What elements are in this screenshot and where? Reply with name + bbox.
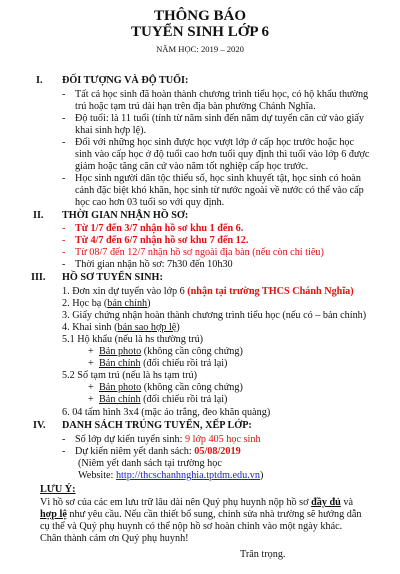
s1-line: trú hoặc tạm trú dài hạn trên địa bàn phường Chánh Nghĩa.	[75, 101, 316, 112]
website-line: Website: http://thcschanhnghia.tptdm.edu.vn)	[78, 470, 264, 481]
s1-line: khai sinh hợp lệ).	[75, 125, 147, 136]
plus-mark: +	[88, 358, 94, 369]
section-3-heading: HỒ SƠ TUYỂN SINH:	[62, 272, 163, 283]
section-1-heading: ĐỐI TƯỢNG VÀ ĐỘ TUỔI:	[62, 75, 189, 86]
note-line: hợp lệ như yêu cầu. Nếu cần thiết bổ sung, chỉnh sửa nhà trường sẽ hướng dẫn	[40, 509, 362, 520]
publish-note: (Niêm yết danh sách tại trường học	[78, 458, 222, 469]
section-2-number: II.	[33, 210, 44, 221]
document-item: 5.2 Sổ tạm trú (nếu là hs tạm trú)	[62, 370, 197, 381]
sub-item: Bản chính (đối chiếu rồi trả lại)	[99, 394, 228, 405]
notice-title: THÔNG BÁO	[153, 8, 247, 24]
bullet-dash: -	[62, 434, 66, 445]
document-item: 2. Học bạ (bản chính)	[62, 298, 151, 309]
note-line: cụ thể và Quý phụ huynh có thể nộp hồ sơ hoàn chỉnh vào một ngày khác.	[40, 521, 343, 532]
sub-item: Bản chính (đối chiếu rồi trả lại)	[99, 358, 228, 369]
bullet-dash: -	[62, 247, 66, 258]
document-item: 6. 04 tấm hình 3x4 (mặc áo trắng, đeo khăn quàng)	[62, 407, 271, 418]
document-item: 5.1 Hộ khẩu (nếu là hs thường trú)	[62, 334, 204, 345]
bullet-dash: -	[62, 235, 66, 246]
s1-line: giảm hoặc tăng căn cứ vào năm tốt nghiệp cấp học trước.	[75, 161, 309, 172]
bullet-dash: -	[62, 137, 66, 148]
bullet-dash: -	[62, 113, 66, 124]
document-item: 3. Giấy chứng nhận hoàn thành chương trình tiểu học (nếu có – bản chính)	[62, 310, 367, 321]
bullet-dash: -	[62, 173, 66, 184]
school-year: NĂM HỌC: 2019 – 2020	[156, 44, 244, 54]
plus-mark: +	[88, 394, 94, 405]
sub-item: Bản photo (không cần công chứng)	[99, 346, 243, 357]
note-heading: LƯU Ý:	[40, 484, 76, 495]
bullet-dash: -	[62, 89, 66, 100]
closing-signature: Trân trọng.	[240, 549, 286, 560]
s1-line: sinh vào cấp học ở độ tuổi cao hơn tuổi quy định thì tuổi vào lớp 6 được	[75, 149, 370, 160]
schedule-line: Từ 1/7 đến 3/7 nhận hồ sơ khu 1 đến 6.	[75, 223, 244, 234]
document-item: 1. Đơn xin dự tuyển vào lớp 6 (nhận tại trường THCS Chánh Nghĩa)	[62, 286, 354, 297]
class-count: Số lớp dự kiến tuyển sinh: 9 lớp 405 học sinh	[75, 434, 261, 445]
s1-line: Độ tuổi: là 11 tuổi (tính từ năm sinh đến năm dự tuyển căn cứ vào giấy	[75, 113, 364, 124]
publish-date: Dự kiến niêm yết danh sách: 05/08/2019	[75, 446, 241, 457]
bullet-dash: -	[62, 259, 66, 270]
s1-line: Học sinh người dân tộc thiểu số, học sinh khuyết tật, học sinh có hoàn	[75, 173, 361, 184]
s1-line: học cao hơn 03 tuổi so với quy định.	[75, 197, 225, 208]
plus-mark: +	[88, 346, 94, 357]
note-line: Chân thành cảm ơn Quý phụ huynh!	[40, 533, 189, 544]
s1-line: Đối với những học sinh được học vượt lớp ở cấp học trước hoặc học	[75, 137, 355, 148]
website-link[interactable]: http://thcschanhnghia.tptdm.edu.vn	[115, 470, 260, 481]
notice-subtitle: TUYỂN SINH LỚP 6	[131, 24, 269, 40]
section-4-number: IV.	[33, 420, 46, 431]
office-hours: Thời gian nhận hồ sơ: 7h30 đến 10h30	[75, 259, 233, 270]
s1-line: Tất cả học sinh đã hoàn thành chương trình tiểu học, có hộ khẩu thường	[75, 89, 369, 100]
bullet-dash: -	[62, 223, 66, 234]
plus-mark: +	[88, 382, 94, 393]
document-item: 4. Khai sinh (bản sao hợp lệ)	[62, 322, 180, 333]
schedule-line: Từ 4/7 đến 6/7 nhận hồ sơ khu 7 đến 12.	[75, 235, 249, 246]
sub-item: Bản photo (không cần công chứng)	[99, 382, 243, 393]
s1-line: cảnh đặc biệt khó khăn, học sinh từ nước ngoài về nước có thể vào cấp	[75, 185, 364, 196]
bullet-dash: -	[62, 446, 66, 457]
note-line: Vì hồ sơ của các em lưu trữ lâu dài nên Quý phụ huynh nộp hồ sơ đầy đủ và	[40, 497, 353, 508]
section-1-number: I.	[36, 75, 43, 86]
section-4-heading: DANH SÁCH TRÚNG TUYỂN, XẾP LỚP:	[62, 420, 252, 431]
section-3-number: III.	[31, 272, 46, 283]
schedule-line: Từ 08/7 đến 12/7 nhận hồ sơ ngoài địa bàn (nếu còn chỉ tiêu)	[75, 247, 324, 258]
section-2-heading: THỜI GIAN NHẬN HỒ SƠ:	[62, 210, 189, 221]
